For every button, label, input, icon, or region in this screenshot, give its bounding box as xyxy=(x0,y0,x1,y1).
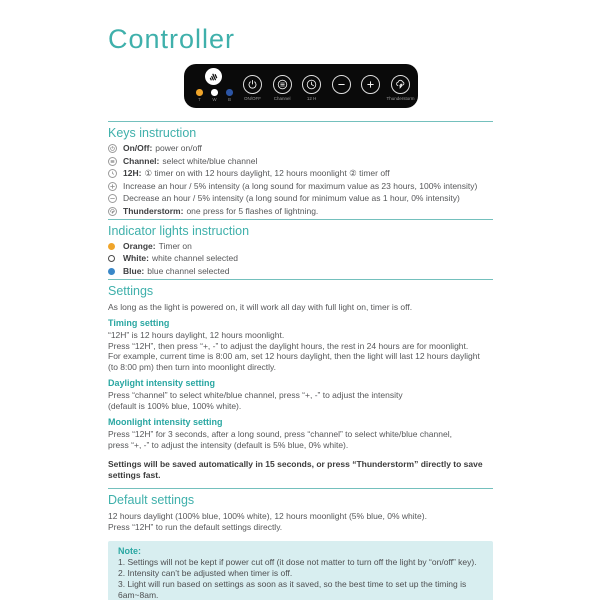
section-divider xyxy=(108,219,493,220)
indicator-row-blue xyxy=(108,267,493,276)
indicator-row-orange xyxy=(108,242,493,251)
moonlight-line: press “+, -” to adjust the intensity (default is 5% blue, 0% white). xyxy=(108,439,349,450)
key-row-thunderstorm xyxy=(108,207,493,216)
controller-device-illustration xyxy=(184,64,418,108)
device-left-cluster xyxy=(190,66,238,106)
button-channel xyxy=(268,75,297,108)
settings-intro: As long as the light is powered on, it will work all day with full light on, timer is off. xyxy=(108,301,413,312)
indicator-text: Timer on xyxy=(158,240,192,251)
button-label: Thunderstorm xyxy=(386,96,415,101)
timing-setting-heading: Timing setting xyxy=(108,318,170,328)
button-thunderstorm xyxy=(386,75,415,108)
key-row-increase xyxy=(108,182,493,191)
led-label: T xyxy=(198,96,201,102)
plus-icon xyxy=(108,182,117,191)
key-text: select white/blue channel xyxy=(162,155,258,166)
key-row-12h xyxy=(108,169,493,178)
indicator-lights-heading: Indicator lights instruction xyxy=(108,223,250,238)
minus-icon xyxy=(332,75,351,94)
timing-line: For example, current time is 8:00 am, set 12 hours daylight, then the light will last 12 hours daylight xyxy=(108,351,480,361)
key-label: 12H: xyxy=(123,168,142,178)
note-item: 2. Intensity can’t be adjusted when timer is off. xyxy=(118,568,293,578)
key-text: Increase an hour / 5% intensity (a long sound for maximum value as 23 hours, 100% intensity) xyxy=(123,180,478,191)
timing-line: (to 8:00 pm) then turn into moonlight directly. xyxy=(108,361,277,372)
key-text: Decrease an hour / 5% intensity (a long sound for minimum value as 1 hour, 0% intensity) xyxy=(123,193,460,203)
save-settings-note: Settings will be saved automatically in 15 seconds, or press “Thunderstorm” directly to save settings fast. xyxy=(108,459,483,480)
led-timer xyxy=(192,89,207,102)
channel-icon xyxy=(273,75,292,94)
indicator-text: white channel selected xyxy=(151,253,238,263)
thunderstorm-icon xyxy=(108,207,117,216)
daylight-intensity-heading: Daylight intensity setting xyxy=(108,378,216,388)
led-label: B xyxy=(227,96,231,102)
daylight-line: Press “channel” to select white/blue channel, press “+, -” to adjust the intensity xyxy=(108,390,403,400)
key-row-onoff xyxy=(108,144,493,153)
key-label: Thunderstorm: xyxy=(123,205,184,216)
moonlight-intensity-heading: Moonlight intensity setting xyxy=(108,417,223,427)
key-row-decrease xyxy=(108,194,493,203)
timer-led-dot xyxy=(196,89,203,96)
led-white xyxy=(207,89,222,102)
device-buttons xyxy=(238,64,415,108)
indicator-label: White: xyxy=(123,253,149,263)
button-label: 12 H xyxy=(306,96,317,101)
plus-icon xyxy=(361,75,380,94)
minus-icon xyxy=(108,194,117,203)
settings-heading: Settings xyxy=(108,283,154,298)
button-label: ON/OFF xyxy=(244,96,261,101)
indicator-label: Orange: xyxy=(123,240,156,251)
power-icon xyxy=(243,75,262,94)
key-label: On/Off: xyxy=(123,143,153,153)
wave-bars-icon xyxy=(207,70,220,83)
timing-line: Press “12H”, then press “+, -” to adjust the daylight hours, the rest in 24 hours are for moonlight. xyxy=(108,340,469,351)
led-blue xyxy=(222,89,237,102)
page-content xyxy=(108,0,493,600)
default-settings-line: 12 hours daylight (100% blue, 100% white), 12 hours moonlight (5% blue, 0% white). xyxy=(108,511,427,521)
timer-12h-icon xyxy=(302,75,321,94)
indicator-row-white xyxy=(108,254,493,263)
led-label: W xyxy=(212,96,217,102)
note-heading: Note: xyxy=(118,546,141,556)
button-onoff xyxy=(238,75,267,108)
timing-line: “12H” is 12 hours daylight, 12 hours moonlight. xyxy=(108,330,285,340)
white-dot-icon xyxy=(108,255,115,262)
indicator-label: Blue: xyxy=(123,265,145,276)
section-divider xyxy=(108,488,493,489)
note-box xyxy=(108,541,493,600)
blue-led-dot xyxy=(226,89,233,96)
default-settings-line: Press “12H” to run the default settings directly. xyxy=(108,521,283,532)
section-divider xyxy=(108,279,493,280)
white-led-dot xyxy=(211,89,218,96)
channel-icon xyxy=(108,157,117,166)
note-item: 3. Light will run based on settings as soon as it saved, so the best time to set up the timing is 6am~8am. xyxy=(118,579,467,600)
default-settings-heading: Default settings xyxy=(108,493,195,507)
indicator-text: blue channel selected xyxy=(147,265,230,276)
orange-dot-icon xyxy=(108,243,115,250)
section-divider xyxy=(108,121,493,122)
note-item: 1. Settings will not be kept if power cut off (it dose not matter to turn off the light by “on/off” key). xyxy=(118,557,477,567)
brand-logo xyxy=(205,68,222,85)
key-text: one press for 5 flashes of lightning. xyxy=(186,205,319,216)
key-row-channel xyxy=(108,157,493,166)
button-label: Channel xyxy=(273,96,291,101)
keys-instruction-heading: Keys instruction xyxy=(108,126,197,140)
key-text: power on/off xyxy=(155,143,202,153)
thunderstorm-icon xyxy=(391,75,410,94)
button-plus xyxy=(356,75,385,108)
timer-12h-icon xyxy=(108,169,117,178)
moonlight-line: Press “12H” for 3 seconds, after a long sound, press “channel” to select white/blue channel, xyxy=(108,429,452,439)
key-label: Channel: xyxy=(123,155,160,166)
daylight-line: (default is 100% blue, 100% white). xyxy=(108,400,242,411)
button-12h xyxy=(297,75,326,108)
blue-dot-icon xyxy=(108,268,115,275)
indicator-leds xyxy=(192,89,237,102)
button-minus xyxy=(327,75,356,108)
key-text: ① timer on with 12 hours daylight, 12 hours moonlight ② timer off xyxy=(144,168,390,178)
page-title: Controller xyxy=(108,24,236,54)
power-icon xyxy=(108,144,117,153)
